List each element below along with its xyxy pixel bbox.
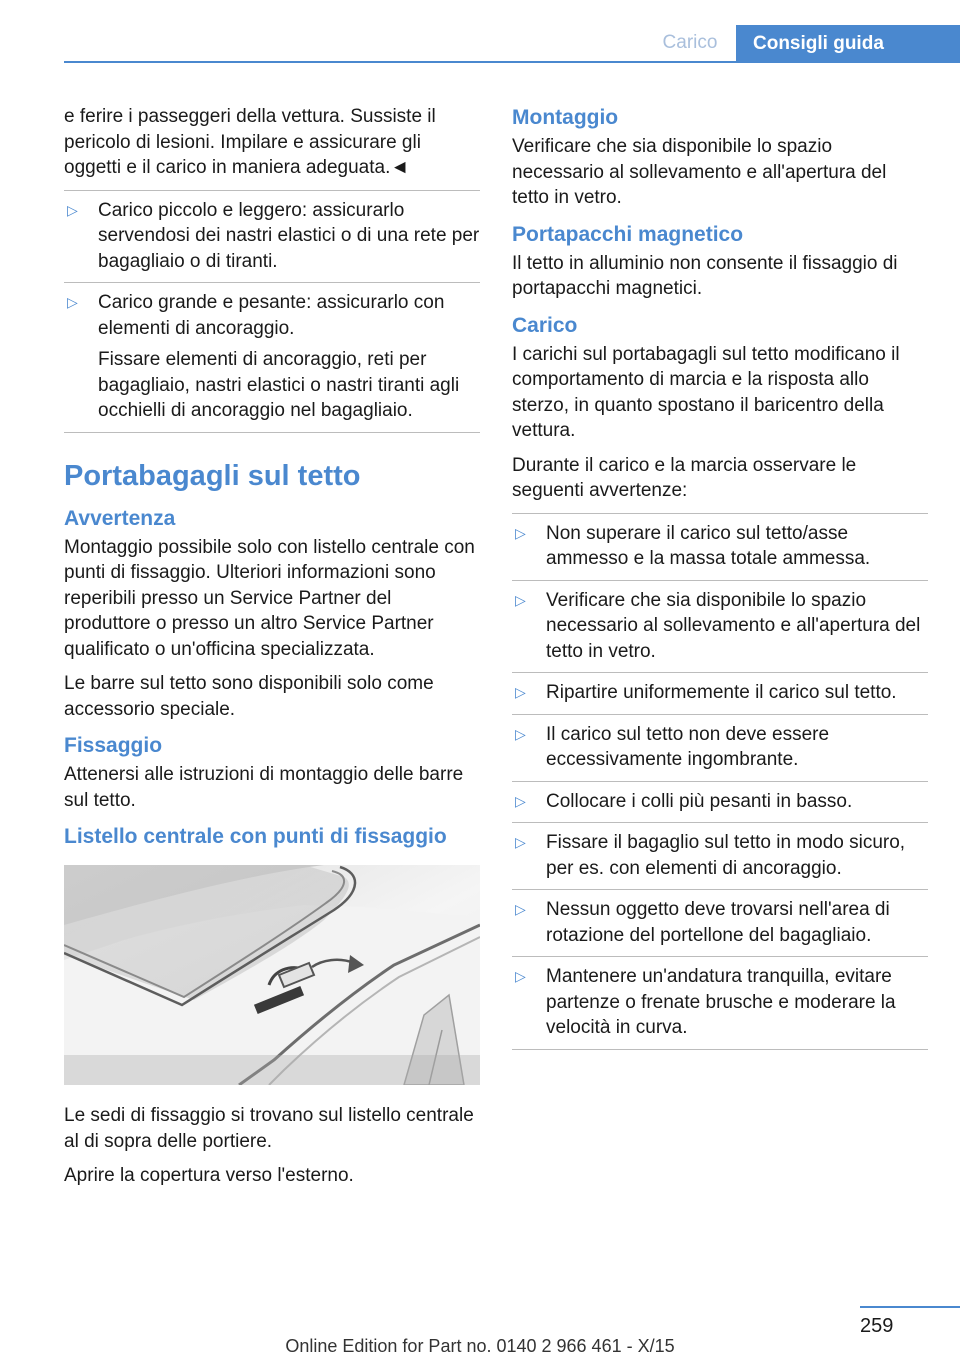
list-item-text: Fissare il bagaglio sul tetto in modo sicuro, per es. con elementi di ancoraggio. xyxy=(546,832,906,879)
avvertenza-heading: Avvertenza xyxy=(64,506,176,530)
list-item xyxy=(512,580,928,673)
triangle-bullet-icon: ▷ xyxy=(515,901,526,917)
list-item-text: Nessun oggetto deve trovarsi nell'area di rotazione del portellone del bagagliaio. xyxy=(546,899,890,946)
list-item xyxy=(512,781,928,823)
edition-footer: Online Edition for Part no. 0140 2 966 461 - X/15 xyxy=(285,1336,675,1356)
list-item xyxy=(64,282,480,433)
page-number: 259 xyxy=(860,1315,894,1337)
triangle-bullet-icon: ▷ xyxy=(67,201,78,218)
list-item-text: Il carico sul tetto non deve essere eccessivamente ingombrante. xyxy=(546,723,830,770)
triangle-bullet-icon: ▷ xyxy=(515,524,526,541)
triangle-bullet-icon: ▷ xyxy=(515,725,526,742)
list-item-text: Collocare i colli più pesanti in basso. xyxy=(546,790,853,812)
list-item-text: Mantenere un'andatura tranquilla, evitare partenze o frenate brusche e moderare la velocità in curva. xyxy=(546,966,896,1038)
list-item xyxy=(64,190,480,283)
list-item-subparagraph: Fissare elementi di ancoraggio, reti per bagagliaio, nastri elastici o nastri tiranti agli occhielli di ancoraggio nel bagagliaio. xyxy=(98,349,460,421)
triangle-bullet-icon: ▷ xyxy=(515,968,526,984)
triangle-bullet-icon: ▷ xyxy=(515,591,526,608)
list-item xyxy=(512,714,928,781)
list-item xyxy=(512,889,928,956)
avvertenza-paragraph-2: Le barre sul tetto sono disponibili solo come accessorio speciale. xyxy=(64,673,434,720)
right-column xyxy=(512,104,928,1050)
triangle-bullet-icon: ▷ xyxy=(515,792,526,809)
page-title: Portabagagli sul tetto xyxy=(64,459,361,492)
figure-caption-paragraph-2: Aprire la copertura verso l'esterno. xyxy=(64,1165,354,1186)
header-section-label: Carico xyxy=(662,32,718,53)
portapacchi-heading: Portapacchi magnetico xyxy=(512,222,744,246)
list-item xyxy=(512,513,928,580)
list-item xyxy=(512,822,928,889)
list-item-text: Verificare che sia disponibile lo spazio necessario al sollevamento e all'apertura del tetto in vetro. xyxy=(546,589,921,662)
left-bullet-list xyxy=(64,190,480,433)
roof-rail-illustration xyxy=(64,865,480,1085)
list-item-text: Ripartire uniformemente il carico sul tetto. xyxy=(546,682,897,703)
left-column xyxy=(64,104,480,1198)
listello-heading: Listello centrale con punti di fissaggio xyxy=(64,825,447,848)
carico-heading: Carico xyxy=(512,313,578,337)
fissaggio-heading: Fissaggio xyxy=(64,734,163,757)
header-chapter-tab: Consigli guida xyxy=(736,25,960,62)
list-item xyxy=(512,956,928,1050)
list-item-text: Non superare il carico sul tetto/asse ammesso e la massa totale ammessa. xyxy=(546,522,871,569)
footer-rule xyxy=(860,1306,960,1308)
portapacchi-paragraph: Il tetto in alluminio non consente il fissaggio di portapacchi magnetici. xyxy=(512,252,898,299)
avvertenza-paragraph: Montaggio possibile solo con listello centrale con punti di fissaggio. Ulteriori informazioni sono reperibili presso un Service Partner del produttore o presso un altro Service Partner qualificato o un'officina specializzata. xyxy=(64,536,475,660)
list-item xyxy=(512,672,928,714)
intro-paragraph: e ferire i passeggeri della vettura. Sussiste il pericolo di lesioni. Impilare e assicurare gli oggetti e il carico in maniera adeguata.◄ xyxy=(64,106,436,178)
carico-paragraph-2: Durante il carico e la marcia osservare le seguenti avvertenze: xyxy=(512,454,857,501)
list-item-text: Carico grande e pesante: assicurarlo con elementi di ancoraggio. xyxy=(98,292,445,339)
montaggio-heading: Montaggio xyxy=(512,106,619,129)
fissaggio-paragraph: Attenersi alle istruzioni di montaggio delle barre sul tetto. xyxy=(64,764,464,811)
figure-caption-paragraph: Le sedi di fissaggio si trovano sul listello centrale al di sopra delle portiere. xyxy=(64,1105,474,1152)
triangle-bullet-icon: ▷ xyxy=(515,834,526,850)
right-bullet-list xyxy=(512,513,928,1050)
triangle-bullet-icon: ▷ xyxy=(515,684,526,700)
triangle-bullet-icon: ▷ xyxy=(67,294,78,310)
list-item-text: Carico piccolo e leggero: assicurarlo servendosi dei nastri elastici o di una rete per bagagliaio o di tiranti. xyxy=(98,199,480,272)
montaggio-paragraph: Verificare che sia disponibile lo spazio necessario al sollevamento e all'apertura del tetto in vetro. xyxy=(512,136,887,208)
carico-paragraph: I carichi sul portabagagli sul tetto modificano il comportamento di marcia e la risposta allo sterzo, in quanto spostano il baricentro della vettura. xyxy=(512,343,900,441)
